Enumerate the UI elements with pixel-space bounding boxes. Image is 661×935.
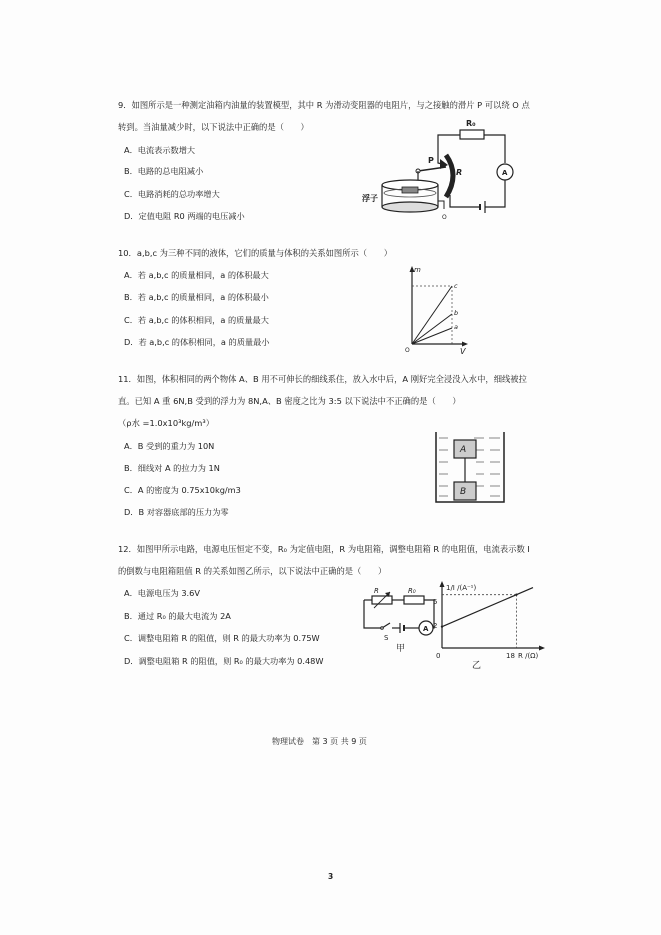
q11-option-a: A．B 受到的重力为 10N: [124, 441, 215, 451]
q12-graph-figure: [430, 578, 550, 678]
q9-stem-line1: 9．如图所示是一种测定油箱内油量的装置模型，其中 R 为滑动变阻器的电阻片，与之接触的滑片 P 可以绕 O 点: [118, 100, 530, 110]
page-number: 3: [328, 872, 334, 881]
q9-label-pivot: O: [442, 214, 447, 221]
q12-label-s: S: [384, 634, 389, 642]
q9-option-b: B．电路的总电阻减小: [124, 166, 204, 176]
q10-xlabel: V: [460, 347, 466, 356]
q12-graph-origin: 0: [436, 652, 441, 660]
q9-stem-line2: 转到。当油量减少时，以下说法中正确的是（ ）: [118, 122, 309, 132]
q9-option-c: C．电路消耗的总功率增大: [124, 189, 220, 199]
q10-option-a: A．若 a,b,c 的质量相同，a 的体积最大: [124, 270, 269, 280]
q12-caption-yi: 乙: [472, 661, 482, 671]
q9-label-p: P: [428, 156, 434, 165]
q12-graph-xlabel: R /(Ω): [518, 652, 539, 660]
q9-label-r: R: [456, 168, 463, 177]
q10-option-d: D．若 a,b,c 的体积相同，a 的质量最小: [124, 337, 270, 347]
q12-option-d: D．调整电阻箱 R 的阻值，则 R₀ 的最大功率为 0.48W: [124, 656, 324, 666]
q10-line-c: c: [454, 282, 458, 290]
q11-option-b: B．细线对 A 的拉力为 1N: [124, 463, 220, 473]
q12-graph-point: [441, 625, 443, 627]
q10-option-b: B．若 a,b,c 的质量相同，a 的体积最小: [124, 292, 269, 302]
q12-option-c: C．调整电阻箱 R 的阻值，则 R 的最大功率为 0.75W: [124, 633, 320, 643]
mass-volume-figure: [400, 262, 475, 356]
q10-option-c: C．若 a,b,c 的体积相同，a 的质量最大: [124, 315, 269, 325]
q11-stem-line1: 11．如图，体积相同的两个物体 A、B 用不可伸长的细线系住，放入水中后，A 刚好完全浸没入水中，细线被拉: [118, 374, 527, 384]
q10-ylabel: m: [414, 266, 421, 274]
q11-option-c: C．A 的密度为 0.75x10kg/m3: [124, 485, 241, 495]
q12-graph-point: [515, 593, 517, 595]
q10-line-b: b: [454, 309, 459, 317]
q12-graph-series-line: [442, 588, 533, 627]
q12-stem-line1: 12．如图甲所示电路，电源电压恒定不变，R₀ 为定值电阻，R 为电阻箱，调整电阻箱 R 的电阻值，电流表示数 I: [118, 544, 530, 554]
q10-origin: O: [405, 347, 410, 354]
q12-graph-ytick-5: 5: [433, 598, 438, 606]
q12-label-r0: R₀: [408, 587, 416, 595]
q10-stem-line1: 10．a,b,c 为三种不同的液体，它们的质量与体积的关系如图所示（ ）: [118, 248, 392, 258]
q12-graph-xtick-18: 18: [506, 652, 515, 660]
q12-stem-line2: 的倒数与电阻箱阻值 R 的关系如图乙所示，以下说法中正确的是（ ）: [118, 566, 387, 576]
q12-option-a: A．电源电压为 3.6V: [124, 588, 200, 598]
q12-option-b: B．通过 R₀ 的最大电流为 2A: [124, 611, 231, 621]
oil-gauge-figure: [360, 115, 525, 225]
q12-circuit-figure: [360, 588, 440, 653]
q10-line-a: a: [454, 323, 458, 331]
q11-option-d: D．B 对容器底部的压力为零: [124, 507, 229, 517]
q9-option-a: A．电流表示数增大: [124, 145, 196, 155]
q11-stem-line3: （ρ水 =1.0x10³kg/m³）: [118, 418, 215, 428]
q12-label-r: R: [374, 587, 379, 595]
floating-blocks-figure: [434, 430, 506, 505]
q12-caption-jia: 甲: [396, 644, 406, 654]
q12-graph-ylabel: 1/I /(A⁻¹): [446, 584, 477, 592]
q12-graph-ytick-2: 2: [433, 622, 438, 630]
q9-label-r0: R₀: [466, 119, 476, 128]
q9-label-ammeter: A: [502, 169, 508, 177]
q12-label-ammeter: A: [423, 625, 429, 633]
q11-block-a: A: [460, 445, 467, 455]
q11-stem-line2: 直。已知 A 重 6N,B 受到的浮力为 8N,A、B 密度之比为 3:5 以下说法中不正确的是（ ）: [118, 396, 461, 406]
page-footer: 物理试卷 第 3 页 共 9 页: [272, 737, 367, 746]
q9-option-d: D．定值电阻 R0 两端的电压减小: [124, 211, 245, 221]
q11-block-b: B: [460, 487, 467, 497]
q9-label-float: 浮子: [362, 194, 378, 203]
